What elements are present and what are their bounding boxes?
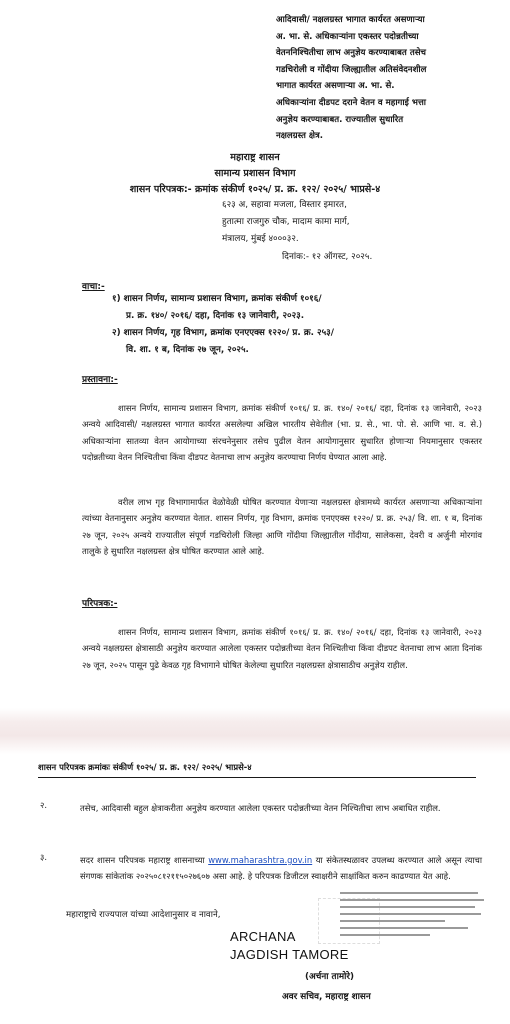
address-line: हुतात्मा राजगुरु चौक, मादाम कामा मार्ग,: [222, 217, 350, 227]
reference-line: २) शासन निर्णय, गृह विभाग, क्रमांक एनएएक्स १२२०/ प्र. क्र. २५३/: [112, 328, 334, 338]
subject-block: [276, 12, 498, 145]
closing-line: महाराष्ट्राचे राज्यपाल यांच्या आदेशानुसार व नावाने,: [66, 910, 221, 920]
reference-line: वि. शा. १ ब, दिनांक २७ जून, २०२५.: [126, 345, 249, 355]
page-separator: [0, 708, 510, 754]
subject-line: वेतननिश्चितीचा लाभ अनुज्ञेय करण्याबाबत तसेच: [276, 48, 426, 59]
item-2-text: तसेच, आदिवासी बहुल क्षेत्राकरीता अनुज्ञेय करण्यात आलेला एकस्तर पदोन्नतीच्या वेतन निश्चितीचा लाभ अबाधित राहील.: [80, 803, 441, 813]
subject-line: अधिकाऱ्यांना दीडपट दराने वेतन व महागाई भत्ता: [276, 97, 427, 108]
document-page-2: [0, 754, 510, 1024]
preamble-paragraph-1: शासन निर्णय, सामान्य प्रशासन विभाग, क्रमांक संकीर्ण १०१६/ प्र. क्र. १४०/ २०१६/ दहा, दिनांक १३ जानेवारी, २०२३ अन्वये आदिवासी/ नक्षलग्रस्त भागात कार्यरत असलेल्या अखिल भारतीय सेवेतील (भा. प्र. से., भा. पो. से. आणि भा. व. से.) अधिकाऱ्यांना सातव्या वेतन आयोगाच्या संरचनेनुसार तसेच पुढील वेतन आयोगानुसार सुधारित होणाऱ्या नियमानुसार एकस्तर पदोन्नतीच्या वेतन निश्चितीचा किंवा दीडपट वेतनाचा लाभ अनुज्ञेय करण्याचा निर्णय घेण्यात आला आहे.: [82, 403, 482, 463]
signer-name-devnagari: (अर्चना तामोरे): [305, 972, 355, 982]
item-3-number: ३.: [40, 852, 48, 862]
address-line: ६२३ अ, सहावा मजला, विस्तार इमारत,: [222, 200, 347, 210]
reference-line: १) शासन निर्णय, सामान्य प्रशासन विभाग, क्रमांक संकीर्ण १०१६/: [112, 294, 322, 304]
subject-line: भागात कार्यरत असणाऱ्या अ. भा. से.: [276, 81, 395, 92]
subject-line: गडचिरोली व गोंदीया जिल्ह्यातील अतिसंवेदनशील: [276, 64, 427, 75]
government-title: महाराष्ट्र शासन: [230, 152, 280, 163]
department-name: सामान्य प्रशासन विभाग: [214, 168, 296, 179]
digital-signature-block: [340, 887, 490, 943]
item-3-text-post: या संकेतस्थळावर उपलब्ध करण्यात आले असून त्याचा संगणक सांकेतांक २०२५०८१२११५०२७६०७ असा आहे. हे परिपत्रक डिजीटल स्वाक्षरीने साक्षांकित करुन काढण्यात येत आहे.: [80, 855, 482, 882]
reference-line: प्र. क्र. १४०/ २०१६/ दहा, दिनांक १३ जानेवारी, २०२३.: [126, 311, 305, 321]
signer-name-line-2: JAGDISH TAMORE: [230, 947, 349, 962]
read-heading: वाचा:-: [82, 282, 105, 292]
subject-line: आदिवासी/ नक्षलग्रस्त भागात कार्यरत असणाऱ्या: [276, 15, 425, 25]
website-link[interactable]: www.maharashtra.gov.in: [208, 855, 313, 865]
item-3-text-pre: सदर शासन परिपत्रक महाराष्ट्र शासनाच्या: [80, 855, 205, 865]
signer-designation: अवर सचिव, महाराष्ट्र शासन: [282, 992, 371, 1002]
issue-date: दिनांक:- १२ ऑगस्ट, २०२५.: [282, 252, 373, 262]
item-3-text: [80, 852, 482, 885]
circular-heading: परिपत्रक:-: [82, 599, 118, 609]
references-list: [112, 291, 432, 359]
subject-line: अ. भा. से. अधिकाऱ्यांना एकस्तर पदोन्नतीच्या: [276, 31, 419, 42]
subject-line: नक्षलग्रस्त क्षेत्र.: [276, 131, 324, 142]
circular-paragraph: शासन निर्णय, सामान्य प्रशासन विभाग, क्रमांक संकीर्ण १०१६/ प्र. क्र. १४०/ २०१६/ दहा, दिनांक १३ जानेवारी, २०२३ अन्वये नक्षलग्रस्त क्षेत्रासाठी अनुज्ञेय करण्यात आलेला एकस्तर पदोन्नतीच्या वेतन निश्चितीचा किंवा दीडपट वेतनाचा लाभ आता दिनांक २७ जून, २०२५ पासून पुढे केवळ गृह विभागाने घोषित केलेल्या सुधारित नक्षलग्रस्त क्षेत्रासाठीच अनुज्ञेय राहील.: [82, 627, 482, 670]
page2-header: शासन परिपत्रक क्रमांकः संकीर्ण १०२५/ प्र. क्र. १२२/ २०२५/ भाप्रसे-४: [38, 762, 252, 772]
preamble-heading: प्रस्तावना:-: [82, 375, 118, 385]
header-rule: [38, 777, 476, 778]
item-2-number: २.: [40, 800, 48, 810]
office-address: [222, 197, 350, 248]
signer-name-line-1: ARCHANA: [230, 929, 296, 944]
subject-line: अनुज्ञेय करण्याबाबत. राज्यातील सुधारित: [276, 114, 404, 125]
circular-number: शासन परिपत्रक:- क्रमांक संकीर्ण १०२५/ प्र. क्र. १२२/ २०२५/ भाप्रसे-४: [129, 184, 381, 195]
preamble-paragraph-2: वरील लाभ गृह विभागामार्फत वेळोवेळी घोषित करण्यात येणाऱ्या नक्षलग्रस्त क्षेत्रामध्ये कार्यरत असणाऱ्या अधिकाऱ्यांना त्यांच्या वेतनानुसार अनुज्ञेय करण्यात येतात. शासन निर्णय, गृह विभाग, क्रमांक एनएएक्स १२२०/ प्र. क्र. २५३/ वि. शा. १ ब, दिनांक २७ जून, २०२५ अन्वये राज्यातील संपूर्ण गडचिरोली जिल्हा आणि गोंदीया जिल्ह्यातील गोंदीया, सालेकसा, देवरी व अर्जुनी मोरगांव तालुके हे सुधारित नक्षलग्रस्त क्षेत्र घोषित करण्यात आले आहे.: [82, 497, 482, 557]
address-line: मंत्रालय, मुंबई ४०००३२.: [222, 234, 299, 244]
